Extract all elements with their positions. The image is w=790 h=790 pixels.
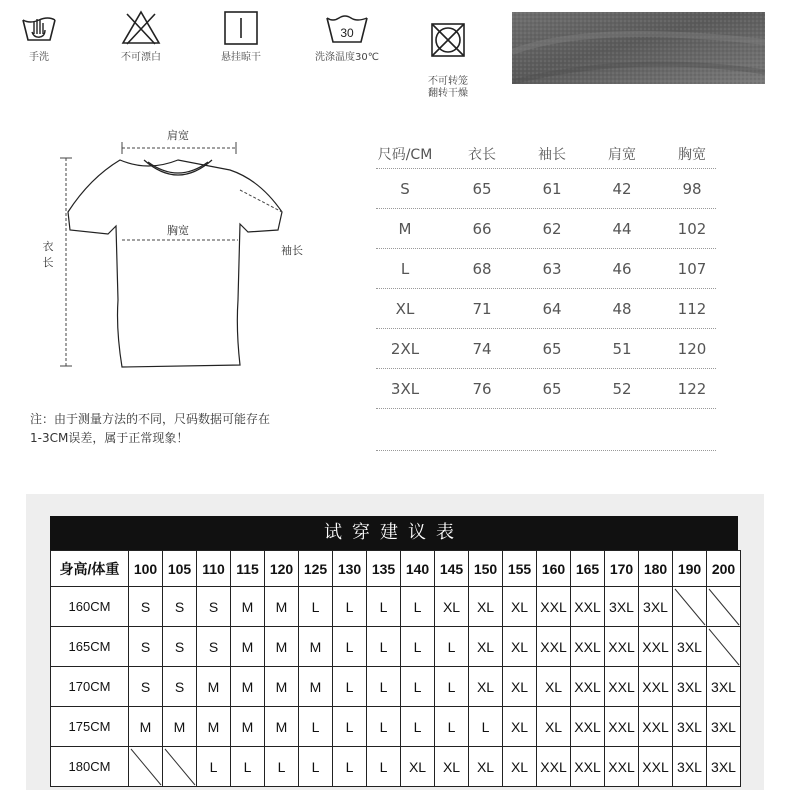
size-chart-cell: 44 (612, 220, 632, 238)
size-chart-header-cell: 尺码/CM (377, 147, 433, 163)
height-header: 180CM (50, 746, 129, 787)
empty-cell-slash (163, 747, 197, 787)
size-cell: XL (502, 666, 537, 707)
fitting-guide-title: 试穿建议表 (50, 516, 738, 550)
size-cell: M (196, 666, 231, 707)
wash-temp-icon (324, 10, 370, 46)
size-chart-header-cell: 衣长 (468, 147, 496, 163)
size-chart-cell: 46 (612, 260, 632, 278)
size-chart-divider (376, 248, 716, 249)
length-label-2: 长 (42, 256, 54, 269)
size-cell: L (332, 586, 367, 627)
size-cell: S (196, 626, 231, 667)
size-chart-cell: 122 (677, 380, 707, 398)
size-cell: XL (536, 666, 571, 707)
size-cell: L (400, 666, 435, 707)
weight-header: 165 (570, 550, 605, 587)
size-chart-cell: 76 (472, 380, 492, 398)
size-cell: M (264, 586, 299, 627)
size-cell: XXL (638, 706, 673, 747)
weight-header: 115 (230, 550, 265, 587)
size-chart-header-cell: 胸宽 (678, 147, 706, 163)
size-cell: M (230, 706, 265, 747)
size-cell: XL (468, 666, 503, 707)
size-chart-cell: 61 (542, 180, 562, 198)
size-cell: XXL (536, 586, 571, 627)
size-cell: L (434, 666, 469, 707)
weight-header: 160 (536, 550, 571, 587)
size-cell: L (434, 706, 469, 747)
size-cell: M (230, 626, 265, 667)
size-cell: XL (468, 746, 503, 787)
size-cell: XL (502, 706, 537, 747)
hang-dry-icon (223, 10, 259, 46)
size-cell: L (400, 586, 435, 627)
size-cell: M (196, 706, 231, 747)
height-header: 160CM (50, 586, 129, 627)
size-cell: XXL (570, 706, 605, 747)
size-cell: 3XL (706, 666, 741, 707)
weight-header: 140 (400, 550, 435, 587)
size-chart-divider (376, 288, 716, 289)
size-cell: M (298, 626, 333, 667)
size-cell: XXL (604, 626, 639, 667)
fitting-guide-table (50, 550, 738, 786)
size-cell: 3XL (672, 746, 707, 787)
weight-header: 100 (128, 550, 163, 587)
size-chart-divider (376, 368, 716, 369)
size-cell: XXL (638, 746, 673, 787)
size-chart-divider (376, 168, 716, 169)
size-chart-divider (376, 328, 716, 329)
size-cell: L (230, 746, 265, 787)
size-cell: M (264, 706, 299, 747)
size-cell: XL (400, 746, 435, 787)
size-cell: XL (434, 746, 469, 787)
size-chart-cell: 48 (612, 300, 632, 318)
size-chart-cell: 65 (542, 380, 562, 398)
no-tumble-dry-icon (430, 22, 466, 58)
weight-header: 120 (264, 550, 299, 587)
fabric-texture-image (512, 12, 765, 84)
size-cell: XL (502, 746, 537, 787)
size-cell: XXL (536, 626, 571, 667)
size-cell: S (162, 626, 197, 667)
empty-cell (706, 586, 741, 627)
size-cell: XXL (604, 746, 639, 787)
size-cell: XXL (570, 666, 605, 707)
size-chart-cell: 62 (542, 220, 562, 238)
empty-cell (128, 746, 163, 787)
size-cell: 3XL (706, 746, 741, 787)
size-chart-cell: 2XL (390, 340, 420, 358)
size-cell: 3XL (604, 586, 639, 627)
height-header: 165CM (50, 626, 129, 667)
size-chart-cell: 66 (472, 220, 492, 238)
care-label: 不可漂白 (121, 52, 161, 63)
size-cell: XL (434, 586, 469, 627)
size-chart-cell: 68 (472, 260, 492, 278)
size-cell: M (162, 706, 197, 747)
size-cell: XXL (570, 586, 605, 627)
no-bleach-icon (121, 10, 161, 46)
size-chart-cell: 71 (472, 300, 492, 318)
weight-header: 170 (604, 550, 639, 587)
size-cell: 3XL (672, 706, 707, 747)
size-chart-header-cell: 袖长 (538, 147, 566, 163)
weight-header: 155 (502, 550, 537, 587)
size-cell: 3XL (672, 666, 707, 707)
weight-header: 135 (366, 550, 401, 587)
size-cell: XXL (604, 706, 639, 747)
size-chart-cell: XL (395, 300, 415, 318)
size-cell: L (332, 706, 367, 747)
weight-header: 130 (332, 550, 367, 587)
empty-cell-slash (129, 747, 163, 787)
empty-cell (162, 746, 197, 787)
size-chart-cell: 98 (682, 180, 702, 198)
size-cell: M (264, 666, 299, 707)
care-hang-dry (210, 10, 272, 64)
weight-header: 150 (468, 550, 503, 587)
size-cell: L (400, 706, 435, 747)
size-chart-cell: L (400, 260, 410, 278)
size-chart-cell: 120 (677, 340, 707, 358)
size-cell: XXL (638, 626, 673, 667)
size-cell: S (128, 626, 163, 667)
size-cell: L (332, 666, 367, 707)
size-cell: L (468, 706, 503, 747)
weight-header: 190 (672, 550, 707, 587)
size-chart-cell: 63 (542, 260, 562, 278)
size-cell: M (298, 666, 333, 707)
size-cell: XXL (570, 626, 605, 667)
size-chart-cell: 102 (677, 220, 707, 238)
size-cell: XL (468, 626, 503, 667)
length-label-1: 衣 (42, 240, 54, 253)
care-label: 不可转笼 翻转干燥 (428, 76, 468, 99)
size-cell: L (332, 746, 367, 787)
tshirt-measurement-diagram (30, 120, 330, 390)
size-cell: 3XL (638, 586, 673, 627)
care-no-bleach (112, 10, 170, 64)
size-cell: M (128, 706, 163, 747)
size-cell: L (332, 626, 367, 667)
size-cell: L (196, 746, 231, 787)
wash-temp-value: 30 (340, 26, 354, 40)
size-cell: L (434, 626, 469, 667)
empty-cell (672, 586, 707, 627)
size-cell: L (400, 626, 435, 667)
weight-header: 110 (196, 550, 231, 587)
size-chart-cell: 65 (472, 180, 492, 198)
size-cell: L (366, 706, 401, 747)
sleeve-label: 袖长 (281, 244, 303, 257)
size-cell: S (128, 666, 163, 707)
size-chart-cell: 52 (612, 380, 632, 398)
size-cell: XL (536, 706, 571, 747)
care-hand-wash (14, 10, 64, 64)
care-no-tumble (417, 10, 479, 100)
measurement-note: 注：由于测量方法的不同，尺码数据可能存在 1-3CM误差，属于正常现象！ (30, 412, 271, 445)
chest-label: 胸宽 (167, 224, 189, 237)
empty-cell-slash (707, 627, 741, 667)
size-cell: XL (468, 586, 503, 627)
size-cell: S (196, 586, 231, 627)
size-cell: L (264, 746, 299, 787)
size-cell: S (162, 586, 197, 627)
care-wash-temp (307, 10, 387, 64)
care-label: 洗涤温度30℃ (315, 52, 379, 63)
size-chart-cell: 65 (542, 340, 562, 358)
empty-cell-slash (673, 587, 707, 627)
size-cell: L (298, 586, 333, 627)
size-cell: M (230, 666, 265, 707)
size-chart-cell: 3XL (390, 380, 420, 398)
size-cell: M (230, 586, 265, 627)
size-cell: L (298, 746, 333, 787)
shoulder-label: 肩宽 (167, 129, 189, 142)
size-cell: 3XL (672, 626, 707, 667)
size-cell: XXL (570, 746, 605, 787)
size-chart-cell: 64 (542, 300, 562, 318)
size-cell: L (366, 746, 401, 787)
size-cell: L (366, 666, 401, 707)
size-chart-cell: 107 (677, 260, 707, 278)
size-chart-divider (376, 408, 716, 409)
weight-header: 105 (162, 550, 197, 587)
weight-header: 125 (298, 550, 333, 587)
size-cell: M (264, 626, 299, 667)
size-cell: 3XL (706, 706, 741, 747)
size-chart-cell: 51 (612, 340, 632, 358)
height-header: 170CM (50, 666, 129, 707)
size-chart-cell: 42 (612, 180, 632, 198)
size-cell: S (128, 586, 163, 627)
size-chart-header-cell: 肩宽 (608, 147, 636, 163)
height-header: 175CM (50, 706, 129, 747)
corner-header: 身高/体重 (50, 550, 129, 587)
size-chart-divider (376, 208, 716, 209)
weight-header: 180 (638, 550, 673, 587)
size-cell: XXL (638, 666, 673, 707)
empty-cell (706, 626, 741, 667)
size-chart-cell: S (400, 180, 410, 198)
size-cell: XXL (604, 666, 639, 707)
weight-header: 200 (706, 550, 741, 587)
size-chart-cell: 112 (677, 300, 707, 318)
size-cell: S (162, 666, 197, 707)
weight-header: 145 (434, 550, 469, 587)
size-chart-divider (376, 450, 716, 451)
size-cell: XL (502, 586, 537, 627)
care-label: 悬挂晾干 (221, 52, 261, 63)
empty-cell-slash (707, 587, 741, 627)
size-cell: L (298, 706, 333, 747)
size-cell: XXL (536, 746, 571, 787)
hand-wash-icon (20, 10, 58, 46)
care-label: 手洗 (29, 52, 49, 63)
size-cell: L (366, 586, 401, 627)
size-chart-cell: 74 (472, 340, 492, 358)
size-cell: XL (502, 626, 537, 667)
size-cell: L (366, 626, 401, 667)
size-chart-cell: M (398, 220, 412, 238)
